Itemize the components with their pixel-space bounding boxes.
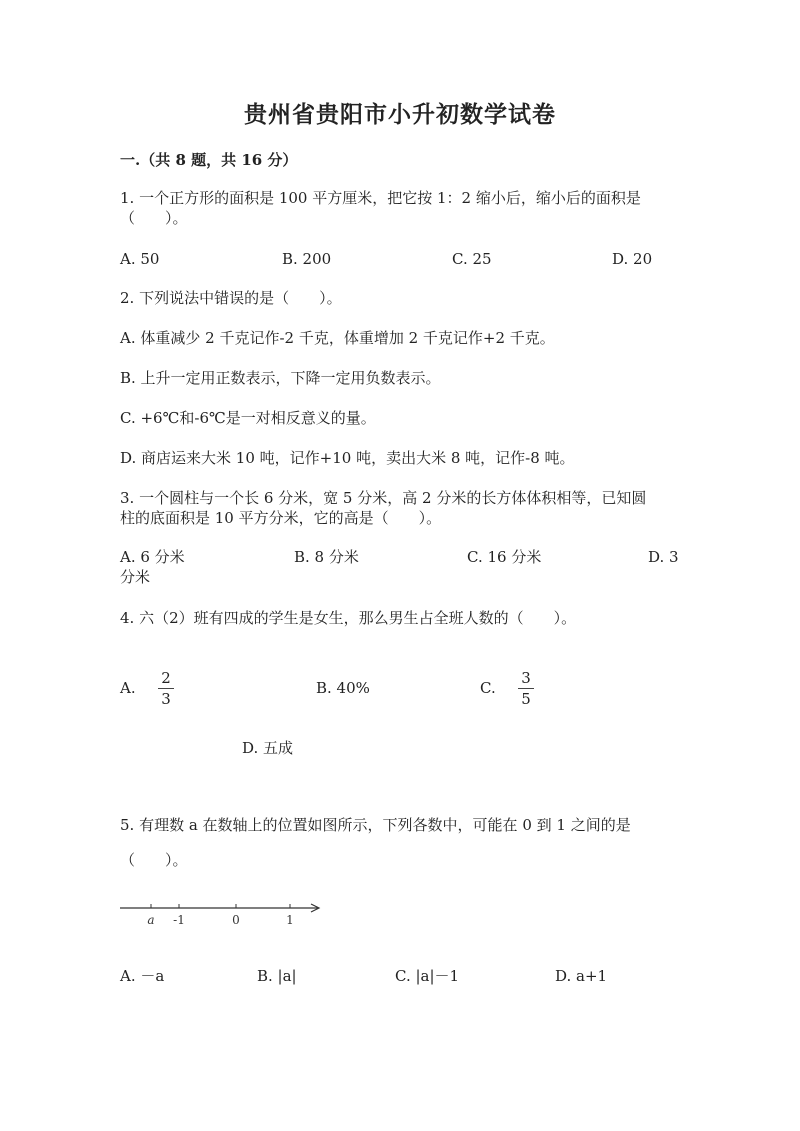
- fraction-numerator: 3: [521, 669, 531, 687]
- q3-option-d-continued: 分米: [120, 568, 151, 586]
- q1-stem-line2: （ ）。: [120, 209, 188, 227]
- q4-option-d[interactable]: D. 五成: [242, 739, 294, 757]
- q5-option-d[interactable]: D. a+1: [555, 967, 608, 985]
- q3-stem-line2: 柱的底面积是 10 平方分米，它的高是（ ）。: [120, 509, 442, 527]
- q5-stem-line2: （ ）。: [120, 851, 188, 869]
- q3-stem-line1: 3. 一个圆柱与一个长 6 分米，宽 5 分米，高 2 分米的长方体体积相等，已知圆: [120, 489, 647, 507]
- tick-label-zero: 0: [232, 913, 240, 927]
- tick-label-minus-one: -1: [173, 913, 185, 927]
- q1-option-b[interactable]: B. 200: [282, 250, 332, 268]
- fraction-bar: [158, 688, 174, 689]
- q2-stem: 2. 下列说法中错误的是（ ）。: [120, 289, 342, 307]
- q1-option-c[interactable]: C. 25: [452, 250, 492, 268]
- q4-option-c-fraction[interactable]: [518, 670, 534, 707]
- q4-option-c-label[interactable]: C.: [480, 679, 496, 697]
- tick-label-a: a: [147, 913, 155, 927]
- number-line-figure: [118, 896, 328, 930]
- fraction-denominator: 3: [161, 690, 171, 708]
- tick-label-one: 1: [286, 913, 294, 927]
- q5-option-a[interactable]: A. －a: [120, 967, 165, 985]
- q2-option-d[interactable]: D. 商店运来大米 10 吨，记作+10 吨，卖出大米 8 吨，记作-8 吨。: [120, 449, 575, 467]
- q3-option-b[interactable]: B. 8 分米: [294, 548, 359, 566]
- q1-stem-line1: 1. 一个正方形的面积是 100 平方厘米，把它按 1：2 缩小后，缩小后的面积是: [120, 189, 641, 207]
- fraction-denominator: 5: [521, 690, 531, 708]
- q1-option-d[interactable]: D. 20: [612, 250, 653, 268]
- q3-option-c[interactable]: C. 16 分米: [467, 548, 542, 566]
- q5-option-b[interactable]: B. |a|: [257, 967, 297, 985]
- q5-option-c[interactable]: C. |a|－1: [395, 967, 460, 985]
- fraction-numerator: 2: [161, 669, 171, 687]
- q2-option-c[interactable]: C. +6℃和-6℃是一对相反意义的量。: [120, 409, 376, 427]
- q3-option-d[interactable]: D. 3: [648, 548, 679, 566]
- q2-option-a[interactable]: A. 体重减少 2 千克记作-2 千克，体重增加 2 千克记作+2 千克。: [120, 329, 555, 347]
- q4-option-a-fraction[interactable]: [158, 670, 174, 707]
- q5-stem-line1: 5. 有理数 a 在数轴上的位置如图所示，下列各数中，可能在 0 到 1 之间的是: [120, 816, 631, 834]
- page-title: 贵州省贵阳市小升初数学试卷: [244, 101, 556, 128]
- q1-option-a[interactable]: A. 50: [120, 250, 160, 268]
- q4-option-b[interactable]: B. 40%: [316, 679, 370, 697]
- section-heading: 一.（共 8 题，共 16 分）: [120, 151, 298, 169]
- q2-option-b[interactable]: B. 上升一定用正数表示，下降一定用负数表示。: [120, 369, 441, 387]
- q3-option-a[interactable]: A. 6 分米: [120, 548, 185, 566]
- fraction-bar: [518, 688, 534, 689]
- q4-stem: 4. 六（2）班有四成的学生是女生，那么男生占全班人数的（ ）。: [120, 609, 577, 627]
- q4-option-a-label[interactable]: A.: [120, 679, 136, 697]
